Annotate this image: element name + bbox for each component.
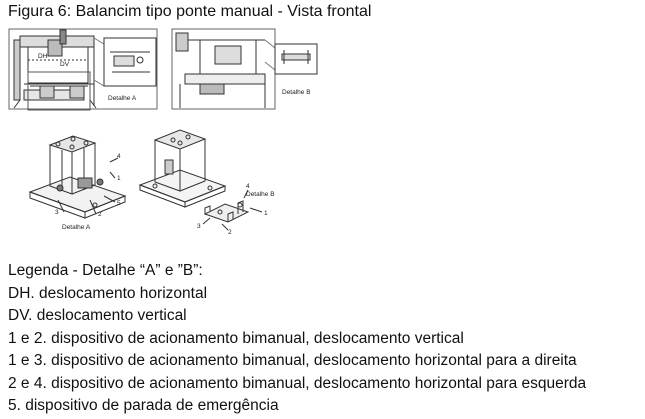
legend-item: DH. deslocamento horizontal	[8, 284, 208, 302]
legend-item: 1 e 2. dispositivo de acionamento bimanual, deslocamento vertical	[8, 329, 464, 347]
legend-item: 1 e 3. dispositivo de acionamento bimanual, deslocamento horizontal para a direita	[8, 352, 577, 369]
label-b-4: 4	[246, 183, 250, 190]
label-a-2: 2	[98, 211, 102, 218]
detail-a-inset	[104, 38, 156, 86]
isometric-detail-a	[30, 136, 125, 218]
legend	[8, 260, 586, 418]
label-b-1: 1	[264, 210, 268, 217]
label-b-2: 2	[228, 229, 232, 236]
label-a-3: 3	[55, 209, 59, 216]
legend-item: 2 e 4. dispositivo de acionamento bimanual, deslocamento horizontal para esquerda	[8, 374, 587, 392]
label-detalhe-b-bottom: Detalhe B	[246, 191, 275, 198]
label-detalhe-b-top: Detalhe B	[282, 89, 311, 96]
label-detalhe-a-top: Detalhe A	[108, 95, 137, 102]
label-dv: DV	[60, 61, 70, 68]
front-view-machine-right	[172, 29, 275, 109]
isometric-detail-b	[140, 130, 262, 230]
label-detalhe-a-bottom: Detalhe A	[62, 224, 91, 231]
legend-item: 5. dispositivo de parada de emergência	[8, 397, 279, 414]
legend-heading: Legenda - Detalhe “A” e ”B”:	[8, 262, 203, 279]
label-dh: DH	[38, 53, 48, 60]
figure-title: Figura 6: Balancim tipo ponte manual - Vista frontal	[8, 3, 372, 20]
detail-b-inset	[275, 44, 317, 74]
label-a-5: 5	[117, 200, 121, 207]
label-b-3: 3	[197, 223, 201, 230]
legend-item: DV. deslocamento vertical	[8, 307, 187, 324]
label-a-1: 1	[117, 175, 121, 182]
label-a-4: 4	[117, 153, 121, 160]
